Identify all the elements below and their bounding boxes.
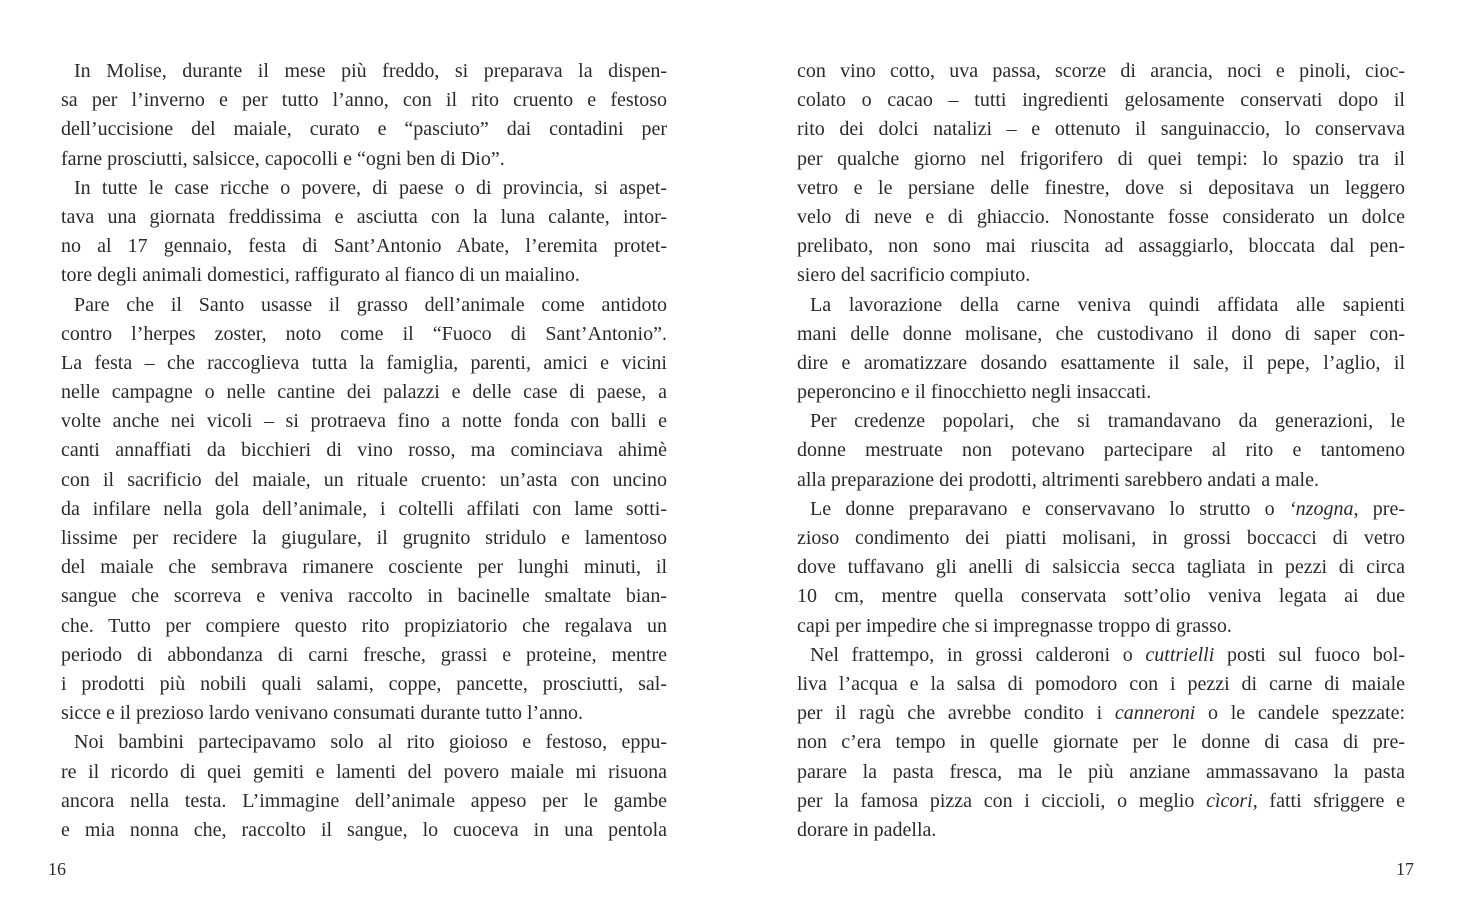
page-number-left: 16 bbox=[48, 859, 66, 879]
text-line: re il ricordo di quei gemiti e lamenti del povero maiale mi risuona bbox=[61, 760, 667, 783]
text-run: parare la pasta fresca, ma le più anziane ammassavano la pasta bbox=[797, 760, 1405, 783]
text-run: peperoncino e il finocchietto negli insaccati. bbox=[797, 381, 1152, 404]
text-run: non c’era tempo in quelle giornate per le donne di casa di pre- bbox=[797, 731, 1405, 754]
text-line: farne prosciutti, salsicce, capocolli e “ogni ben di Dio”. bbox=[61, 147, 505, 170]
text-run: prelibato, non sono mai riuscita ad assaggiarlo, bloccata dal pen- bbox=[797, 235, 1405, 258]
text-line: sangue che scorreva e veniva raccolto in bacinelle smaltate bian- bbox=[61, 585, 667, 608]
text-line: In Molise, durante il mese più freddo, si preparava la dispen- bbox=[74, 60, 667, 82]
text-line: da infilare nella gola dell’animale, i coltelli affilati con lame sotti- bbox=[61, 497, 667, 520]
text-run: Per credenze popolari, che si tramandavano da generazioni, le bbox=[810, 410, 1405, 433]
text-line bbox=[797, 582, 1405, 611]
text-run: posti sul fuoco bol- bbox=[1214, 643, 1405, 666]
text-line bbox=[797, 787, 1405, 816]
text-run: velo di neve e di ghiaccio. Nonostante fosse considerato un dolce bbox=[797, 205, 1405, 228]
text-line: sicce e il prezioso lardo venivano consumati durante tutto l’anno. bbox=[61, 702, 584, 725]
right-page bbox=[732, 0, 1464, 903]
text-line bbox=[797, 349, 1405, 378]
text-run: 10 cm, mentre quella conservata sott’olio veniva legata ai due bbox=[797, 585, 1405, 608]
text-line bbox=[797, 466, 1405, 495]
text-line bbox=[797, 407, 1405, 436]
text-line: Pare che il Santo usasse il grasso dell’animale come antidoto bbox=[74, 293, 667, 316]
italic-term: canneroni bbox=[1114, 702, 1196, 725]
text-line: ancora nella testa. L’immagine dell’animale appeso per le gambe bbox=[61, 789, 667, 812]
text-line: dell’uccisione del maiale, curato e “pasciuto” dai contadini per bbox=[61, 118, 667, 141]
text-run: , pre- bbox=[1353, 497, 1406, 520]
text-line: tore degli animali domestici, raffigurato al fianco di un maialino. bbox=[61, 264, 580, 287]
text-run: per il ragù che avrebbe condito i bbox=[797, 702, 1115, 725]
text-run: alla preparazione dei prodotti, altrimenti sarebbero andati a male. bbox=[797, 468, 1319, 491]
left-page-text bbox=[61, 57, 667, 845]
text-run: vetro e le persiane delle finestre, dove si depositava un leggero bbox=[797, 176, 1405, 199]
text-line bbox=[797, 291, 1405, 320]
text-run: , fatti sfriggere e bbox=[1252, 789, 1405, 812]
text-line: canti annaffiati da bicchieri di vino rosso, ma cominciava ahimè bbox=[61, 439, 667, 462]
text-line: In tutte le case ricche o povere, di paese o di provincia, si aspet- bbox=[74, 176, 667, 199]
text-line bbox=[797, 174, 1405, 203]
italic-term: ‘nzogna bbox=[1289, 497, 1354, 520]
text-line bbox=[797, 145, 1405, 174]
text-run: Nel frattempo, in grossi calderoni o bbox=[810, 643, 1146, 666]
text-run: siero del sacrificio compiuto. bbox=[797, 264, 1031, 287]
text-line: del maiale che sembrava rimanere cosciente per lunghi minuti, il bbox=[61, 556, 667, 579]
text-run: mani delle donne molisane, che custodivano il dono di saper con- bbox=[797, 322, 1405, 345]
text-line: e mia nonna che, raccolto il sangue, lo cuoceva in una pentola bbox=[61, 818, 667, 841]
text-line bbox=[797, 436, 1405, 465]
text-line: tava una giornata freddissima e asciutta con la luna calante, intor- bbox=[61, 205, 667, 228]
text-line bbox=[797, 378, 1405, 407]
text-line bbox=[797, 553, 1405, 582]
text-run: rito dei dolci natalizi – e ottenuto il sanguinaccio, lo conservava bbox=[797, 118, 1405, 141]
text-line bbox=[797, 699, 1405, 728]
text-line bbox=[797, 261, 1405, 290]
text-run: capi per impedire che si impregnasse troppo di grasso. bbox=[797, 614, 1232, 637]
text-run: liva l’acqua e la salsa di pomodoro con i pezzi di carne di maiale bbox=[797, 672, 1405, 695]
text-run: colato o cacao – tutti ingredienti gelosamente conservati dopo il bbox=[797, 89, 1405, 112]
text-line bbox=[797, 728, 1405, 757]
text-run: dove tuffavano gli anelli di salsiccia secca tagliata in pezzi di circa bbox=[797, 556, 1405, 579]
text-line bbox=[797, 641, 1405, 670]
text-run: per qualche giorno nel frigorifero di quei tempi: lo spazio tra il bbox=[797, 147, 1405, 170]
text-line bbox=[797, 670, 1405, 699]
text-line: con il sacrificio del maiale, un rituale cruento: un’asta con uncino bbox=[61, 468, 667, 491]
text-run: Le donne preparavano e conservavano lo strutto o bbox=[810, 497, 1290, 520]
text-line: sa per l’inverno e per tutto l’anno, con il rito cruento e festoso bbox=[61, 89, 667, 112]
text-line: contro l’herpes zoster, noto come il “Fuoco di Sant’Antonio”. bbox=[61, 322, 667, 345]
text-line bbox=[797, 232, 1405, 261]
text-line: volte anche nei vicoli – si protraeva fino a notte fonda con balli e bbox=[61, 410, 667, 433]
italic-term: cuttrielli bbox=[1145, 643, 1215, 666]
text-line bbox=[797, 86, 1405, 115]
text-line bbox=[797, 203, 1405, 232]
text-run: dire e aromatizzare dosando esattamente il sale, il pepe, l’aglio, il bbox=[797, 351, 1405, 374]
text-line bbox=[797, 612, 1405, 641]
text-line bbox=[797, 816, 1405, 845]
text-run: con vino cotto, uva passa, scorze di arancia, noci e pinoli, cioc- bbox=[797, 60, 1405, 82]
text-line bbox=[797, 758, 1405, 787]
text-line: nelle campagne o nelle cantine dei palazzi e delle case di paese, a bbox=[61, 381, 667, 404]
text-line: Noi bambini partecipavamo solo al rito gioioso e festoso, eppu- bbox=[74, 731, 667, 754]
text-run: La lavorazione della carne veniva quindi affidata alle sapienti bbox=[810, 293, 1405, 316]
text-run: o le candele spezzate: bbox=[1195, 702, 1405, 725]
text-line: che. Tutto per compiere questo rito propiziatorio che regalava un bbox=[61, 614, 667, 637]
text-run: dorare in padella. bbox=[797, 818, 937, 841]
right-page-text bbox=[797, 57, 1405, 845]
text-line bbox=[797, 495, 1405, 524]
text-line bbox=[797, 57, 1405, 86]
italic-term: cìcori bbox=[1206, 789, 1253, 812]
text-line: La festa – che raccoglieva tutta la famiglia, parenti, amici e vicini bbox=[61, 351, 667, 374]
text-run: zioso condimento dei piatti molisani, in grossi boccacci di vetro bbox=[797, 527, 1405, 549]
text-run: per la famosa pizza con i ciccioli, o meglio bbox=[797, 789, 1207, 812]
page-number-right: 17 bbox=[1396, 859, 1414, 879]
text-run: donne mestruate non potevano partecipare al rito e tantomeno bbox=[797, 439, 1405, 462]
text-line: periodo di abbondanza di carni fresche, grassi e proteine, mentre bbox=[61, 643, 667, 666]
text-line: no al 17 gennaio, festa di Sant’Antonio Abate, l’eremita protet- bbox=[61, 235, 667, 258]
text-line: lissime per recidere la giugulare, il grugnito stridulo e lamentoso bbox=[61, 527, 667, 549]
text-line: i prodotti più nobili quali salami, coppe, pancette, prosciutti, sal- bbox=[61, 672, 667, 695]
text-line bbox=[797, 320, 1405, 349]
text-line bbox=[797, 524, 1405, 553]
text-line bbox=[797, 115, 1405, 144]
